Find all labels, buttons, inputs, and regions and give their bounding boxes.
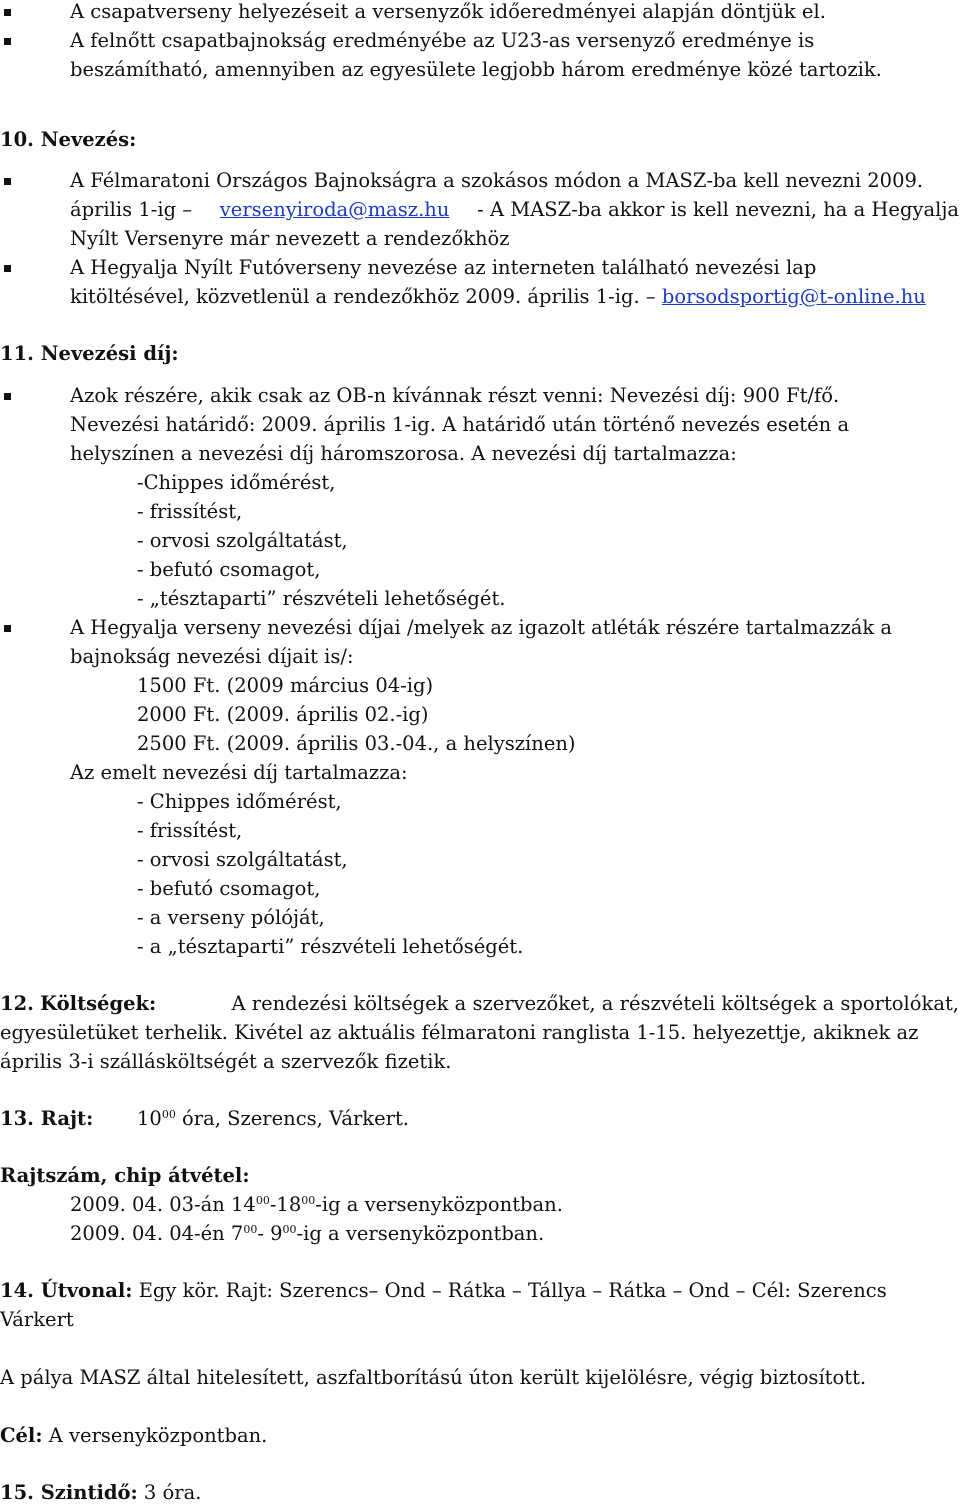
list-item: - frissítést, bbox=[137, 500, 243, 523]
bullet-square-icon bbox=[4, 393, 11, 400]
text: Egy kör. Rajt: Szerencs– Ond – Rátka – Tállya – Rátka – Ond – Cél: Szerencs bbox=[138, 1279, 887, 1302]
paragraph-line bbox=[0, 1021, 959, 1045]
schedule-line bbox=[70, 1193, 563, 1217]
bullet-square-icon bbox=[4, 38, 11, 45]
fee-item: 2500 Ft. (2009. április 03.-04., a helyszínen) bbox=[137, 732, 576, 755]
justified-text: A Hegyalja verseny nevezési díjai /melyek az igazolt atléták részére tartalmazzák a bbox=[70, 616, 892, 639]
paragraph-line bbox=[70, 384, 959, 408]
paragraph-line bbox=[70, 198, 959, 222]
section-heading: 13. Rajt: bbox=[0, 1107, 94, 1130]
paragraph-line bbox=[70, 285, 926, 309]
start-time bbox=[137, 1107, 409, 1131]
text: - A MASZ-ba akkor is kell nevezni, ha a Hegyalja bbox=[477, 198, 959, 221]
time-hour: 10 bbox=[137, 1107, 162, 1130]
paragraph-line bbox=[0, 1279, 887, 1303]
list-item: - orvosi szolgáltatást, bbox=[137, 848, 348, 871]
text: kitöltésével, közvetlenül a rendezőkhöz 2009. április 1-ig. – bbox=[70, 285, 656, 308]
text: - 9 bbox=[257, 1222, 283, 1245]
text: április 1-ig – bbox=[70, 198, 193, 221]
text: -ig a versenyközpontban. bbox=[296, 1222, 545, 1245]
justified-text: Nevezési határidő: 2009. április 1-ig. A határidő után történő nevezés esetén a bbox=[70, 413, 850, 436]
paragraph-line: A Félmaratoni Országos Bajnokságra a szokásos módon a MASZ-ba kell nevezni 2009. bbox=[70, 169, 924, 192]
paragraph-line: Az emelt nevezési díj tartalmazza: bbox=[70, 761, 408, 784]
paragraph-line: helyszínen a nevezési díj háromszorosa. A nevezési díj tartalmazza: bbox=[70, 442, 737, 465]
schedule-line bbox=[70, 1222, 544, 1246]
list-item: - befutó csomagot, bbox=[137, 877, 321, 900]
bullet-square-icon bbox=[4, 265, 11, 272]
paragraph-line bbox=[0, 1424, 267, 1448]
justified-text bbox=[0, 992, 959, 1016]
justified-text: A felnőtt csapatbajnokság eredményébe az U23-as versenyző eredménye is bbox=[70, 29, 815, 52]
list-item: - a verseny pólóját, bbox=[137, 906, 325, 929]
time-minute: 00 bbox=[161, 1108, 176, 1121]
paragraph-line bbox=[0, 992, 959, 1016]
list-item: - Chippes időmérést, bbox=[137, 790, 342, 813]
time-minute: 00 bbox=[301, 1194, 316, 1207]
time-minute: 00 bbox=[255, 1194, 270, 1207]
list-item: - befutó csomagot, bbox=[137, 558, 321, 581]
paragraph-line bbox=[70, 29, 959, 53]
list-item: - orvosi szolgáltatást, bbox=[137, 529, 348, 552]
paragraph-line: Várkert bbox=[0, 1308, 74, 1331]
list-item: - frissítést, bbox=[137, 819, 243, 842]
section-heading: 11. Nevezési díj: bbox=[0, 342, 179, 365]
section-heading: 10. Nevezés: bbox=[0, 128, 137, 151]
text: A rendezési költségek a szervezőket, a részvételi költségek a sportolókat, bbox=[231, 992, 959, 1015]
email-link[interactable]: versenyiroda@masz.hu bbox=[219, 198, 450, 221]
bullet-square-icon bbox=[4, 625, 11, 632]
text: A versenyközpontban. bbox=[48, 1424, 268, 1447]
section-label: Cél: bbox=[0, 1424, 43, 1447]
paragraph-line: Nyílt Versenyre már nevezett a rendezőkhöz bbox=[70, 227, 510, 250]
section-number: 12. bbox=[0, 992, 34, 1015]
fee-item: 1500 Ft. (2009 március 04-ig) bbox=[137, 674, 434, 697]
paragraph-line: bajnokság nevezési díjait is/: bbox=[70, 645, 354, 668]
paragraph-line: A pálya MASZ által hitelesített, aszfaltborítású úton került kijelölésre, végig biztosított. bbox=[0, 1366, 867, 1389]
email-link[interactable]: borsodsportig@t-online.hu bbox=[661, 285, 926, 308]
text: óra, Szerencs, Várkert. bbox=[182, 1107, 409, 1130]
text: -ig a versenyközpontban. bbox=[315, 1193, 563, 1216]
bullet-square-icon bbox=[4, 9, 11, 16]
time-minute: 00 bbox=[282, 1223, 297, 1236]
text: 2009. 04. 04-én 7 bbox=[70, 1222, 244, 1245]
text: 3 óra. bbox=[143, 1481, 202, 1504]
paragraph-line: A csapatverseny helyezéseit a versenyzők időeredményei alapján döntjük el. bbox=[70, 0, 826, 23]
justified-text: egyesületüket terhelik. Kivétel az aktuális félmaratoni ranglista 1-15. helyezettje, akiknek az bbox=[0, 1021, 919, 1044]
section-heading: 15. Szintidő: bbox=[0, 1481, 138, 1504]
section-title: Költségek: bbox=[40, 992, 157, 1015]
text: 2009. 04. 03-án 14 bbox=[70, 1193, 256, 1216]
paragraph-line bbox=[70, 616, 959, 640]
justified-text: Azok részére, akik csak az OB-n kívánnak részt venni: Nevezési díj: 900 Ft/fő. bbox=[70, 384, 840, 407]
section-heading: 14. Útvonal: bbox=[0, 1279, 133, 1302]
paragraph-line bbox=[0, 1481, 201, 1505]
fee-item: 2000 Ft. (2009. április 02.-ig) bbox=[137, 703, 429, 726]
paragraph-line: április 3-i szállásköltségét a szervezők fizetik. bbox=[0, 1050, 452, 1073]
paragraph-line: beszámítható, amennyiben az egyesülete legjobb három eredménye közé tartozik. bbox=[70, 58, 882, 81]
text: -18 bbox=[269, 1193, 302, 1216]
list-item: -Chippes időmérést, bbox=[137, 471, 336, 494]
bullet-square-icon bbox=[4, 178, 11, 185]
justified-text bbox=[70, 198, 959, 222]
section-label bbox=[0, 992, 156, 1016]
paragraph-line bbox=[70, 256, 959, 280]
paragraph-line bbox=[70, 413, 959, 437]
justified-text: A Hegyalja Nyílt Futóverseny nevezése az interneten található nevezési lap bbox=[70, 256, 817, 279]
section-heading: Rajtszám, chip átvétel: bbox=[0, 1164, 250, 1187]
list-item: - „tésztaparti” részvételi lehetőségét. bbox=[137, 587, 506, 610]
time-minute: 00 bbox=[243, 1223, 258, 1236]
list-item: - a „tésztaparti” részvételi lehetőségét. bbox=[137, 935, 524, 958]
